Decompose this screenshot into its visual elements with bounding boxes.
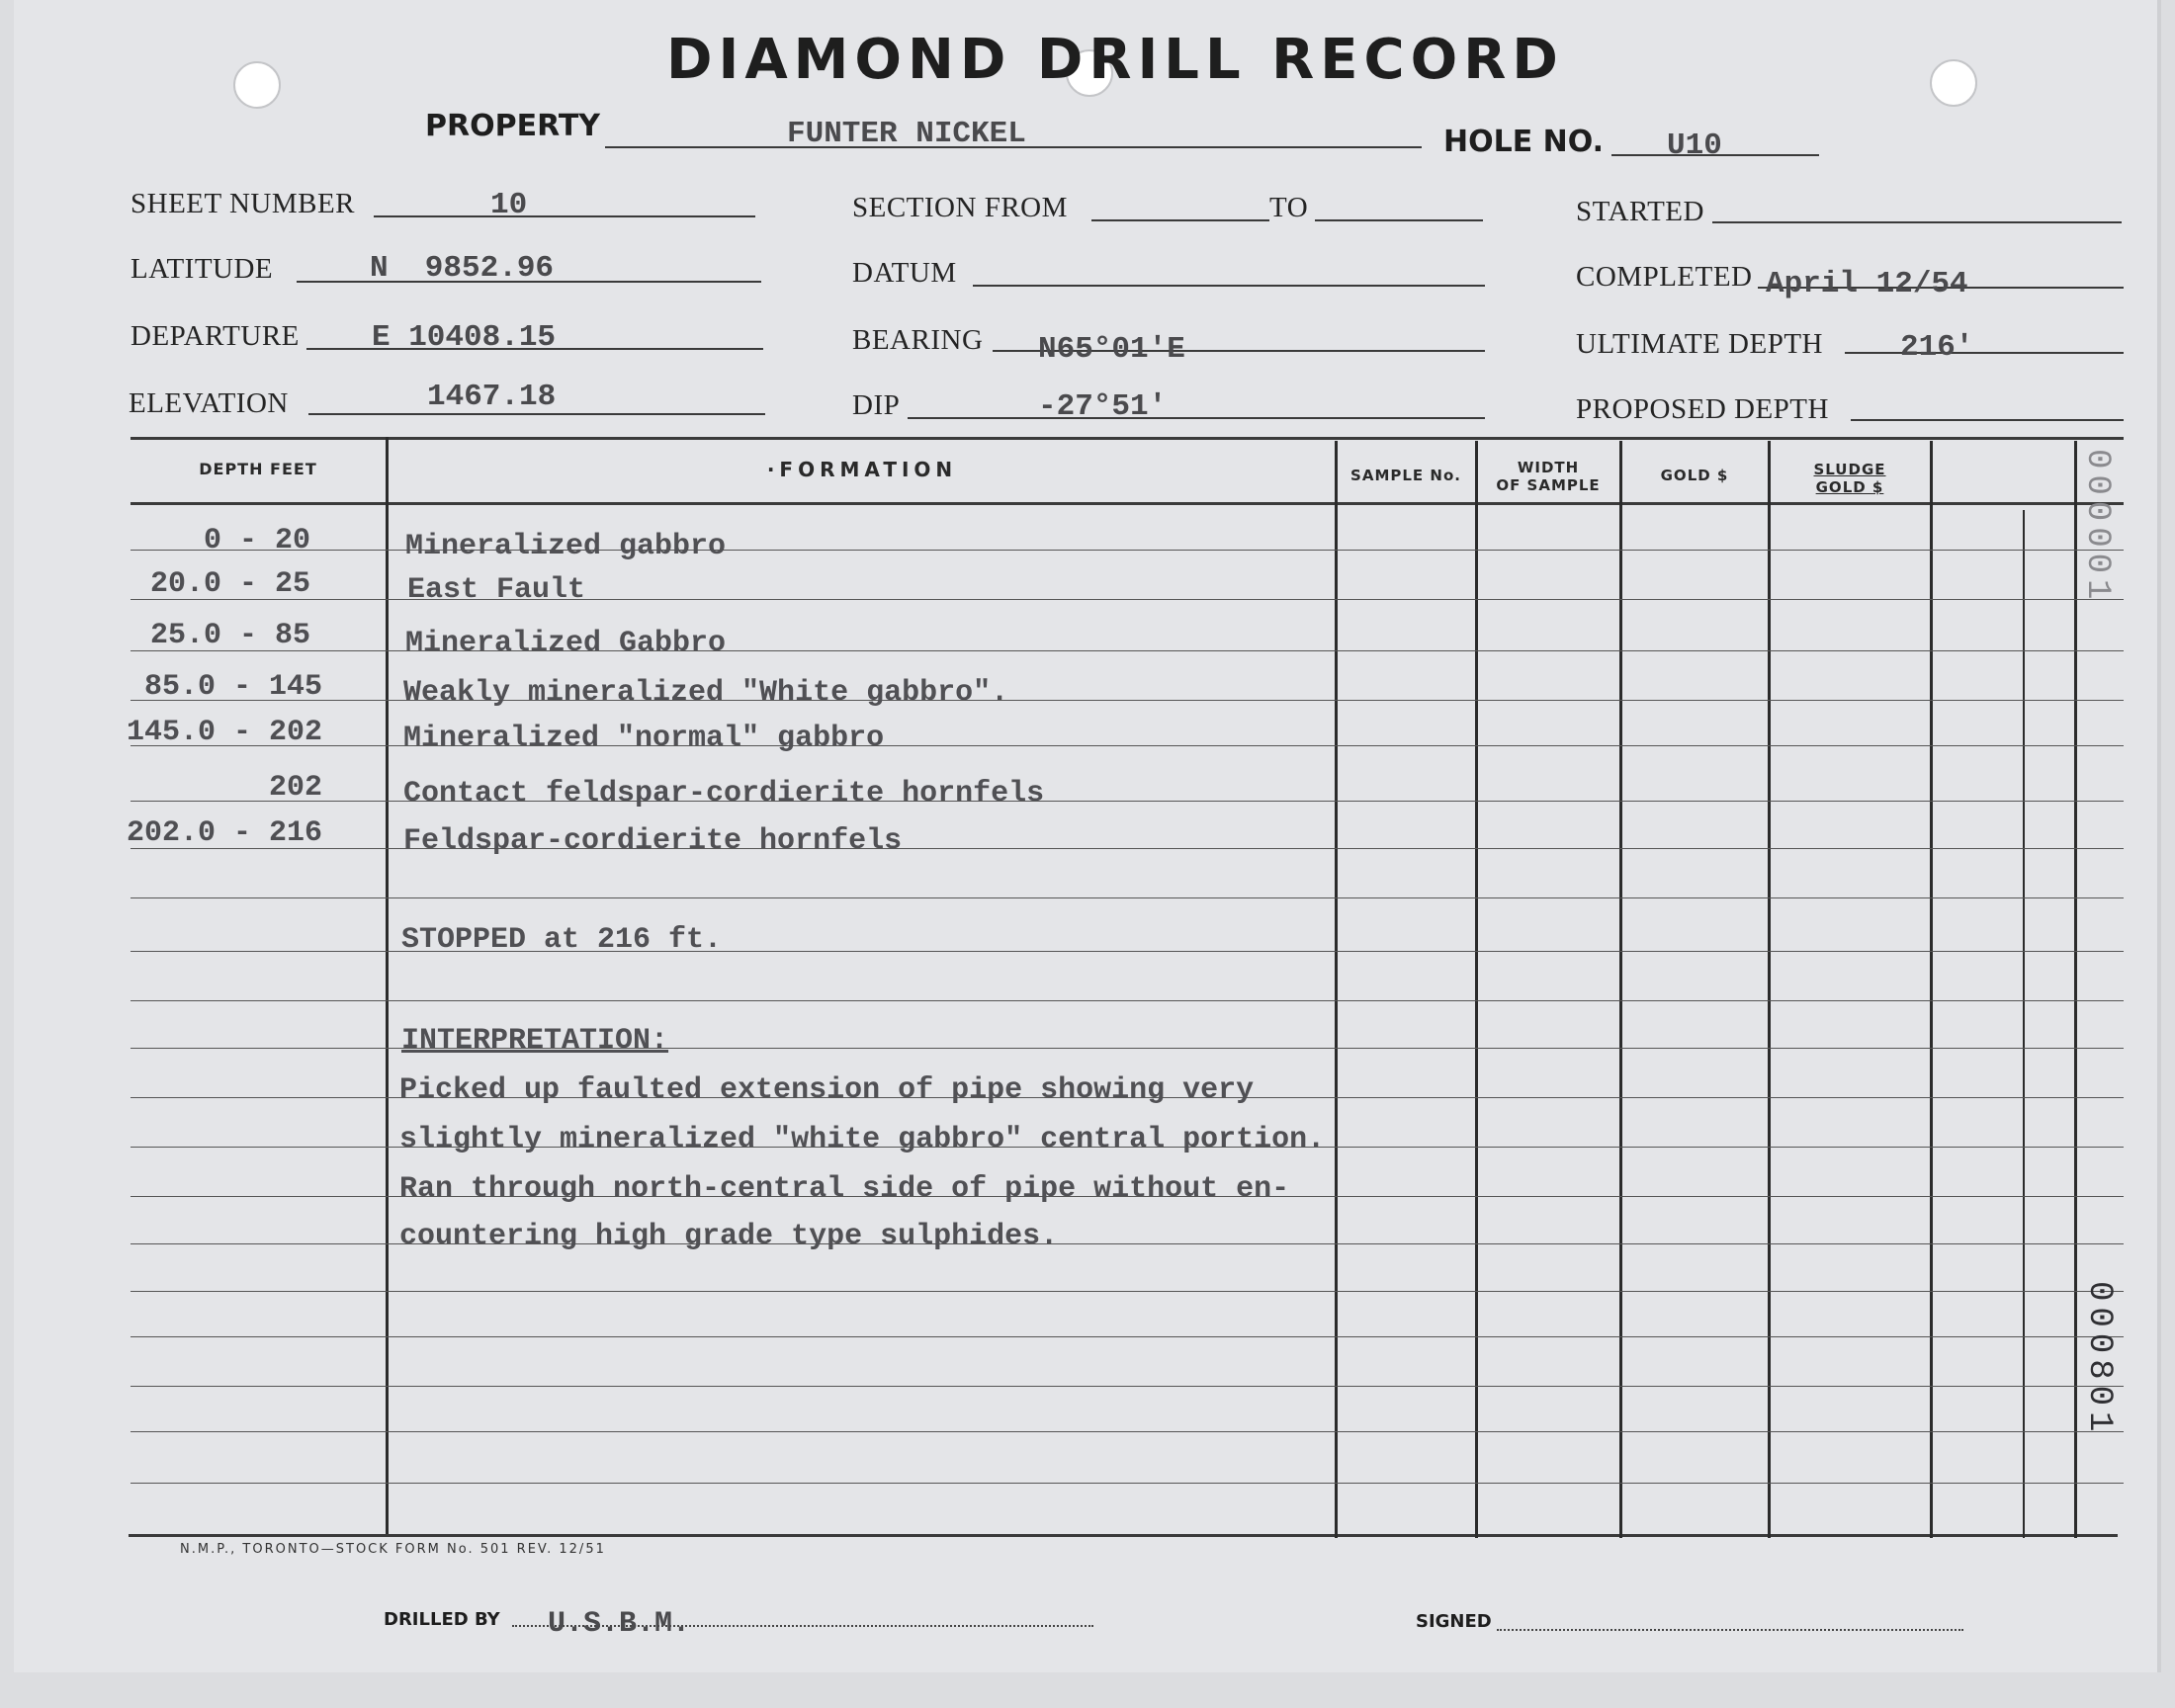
ultimate-depth-value: 216' xyxy=(1900,330,1974,365)
hole-no-value: U10 xyxy=(1667,128,1722,163)
latitude-value: N 9852.96 xyxy=(370,251,555,286)
interpretation-heading: INTERPRETATION: xyxy=(401,1024,669,1058)
to-label: TO xyxy=(1269,192,1309,223)
col-divider-depth xyxy=(386,437,389,1534)
col-divider-formation xyxy=(1335,441,1338,1538)
interpretation-line-3: Ran through north-central side of pipe without en- xyxy=(399,1172,1290,1206)
formation-cell: Feldspar-cordierite hornfels xyxy=(403,824,903,858)
table-header-rule xyxy=(130,502,2124,505)
table-top-rule xyxy=(130,437,2124,440)
section-from-label: SECTION FROM xyxy=(852,192,1068,223)
ruled-line xyxy=(130,1291,2124,1292)
formation-cell: Weakly mineralized "White gabbro". xyxy=(403,676,1009,710)
col-divider-gold xyxy=(1768,441,1771,1538)
drilled-by-value: U.S.B.M. xyxy=(548,1607,691,1641)
depth-cell: 145.0 - 202 xyxy=(126,716,322,749)
ruled-line xyxy=(130,1431,2124,1432)
elevation-value: 1467.18 xyxy=(427,380,557,414)
started-line xyxy=(1712,221,2122,223)
depth-cell: 20.0 - 25 xyxy=(149,567,310,601)
datum-label: DATUM xyxy=(852,257,957,289)
interpretation-line-2: slightly mineralized "white gabbro" central portion. xyxy=(399,1123,1326,1156)
col-divider-sample xyxy=(1475,441,1478,1538)
depth-cell: 202 xyxy=(268,771,322,805)
proposed-depth-label: PROPOSED DEPTH xyxy=(1576,393,1829,425)
drilled-by-label: DRILLED BY xyxy=(384,1609,500,1630)
dip-label: DIP xyxy=(852,389,901,421)
hole-no-label: HOLE NO. xyxy=(1443,125,1605,159)
bearing-value: N65°01'E xyxy=(1038,332,1185,367)
interpretation-line-1: Picked up faulted extension of pipe showing very xyxy=(399,1073,1255,1107)
ruled-line xyxy=(130,1336,2124,1337)
sheet-number-value: 10 xyxy=(490,188,528,222)
ultimate-depth-label: ULTIMATE DEPTH xyxy=(1576,328,1824,360)
depth-cell: 0 - 20 xyxy=(203,524,310,557)
ultimate-depth-line xyxy=(1845,352,2124,354)
sheet-number-label: SHEET NUMBER xyxy=(130,188,356,219)
ruled-line xyxy=(130,1483,2124,1484)
formation-cell: Contact feldspar-cordierite hornfels xyxy=(403,777,1045,811)
header-gold: GOLD $ xyxy=(1660,467,1729,484)
departure-value: E 10408.15 xyxy=(372,320,557,355)
header-width-of-sample: WIDTH OF SAMPLE xyxy=(1496,459,1601,494)
col-divider-width xyxy=(1619,441,1622,1538)
drill-record-sheet xyxy=(14,0,2161,1672)
completed-value: April 12/54 xyxy=(1766,267,1968,301)
property-label: PROPERTY xyxy=(425,109,601,143)
dip-value: -27°51' xyxy=(1038,389,1168,424)
col-divider-extra xyxy=(2023,510,2025,1538)
depth-cell: 25.0 - 85 xyxy=(149,619,310,652)
signed-label: SIGNED xyxy=(1416,1611,1492,1632)
formation-cell: Mineralized "normal" gabbro xyxy=(403,722,885,755)
property-value: FUNTER NICKEL xyxy=(787,117,1026,151)
elevation-label: ELEVATION xyxy=(129,387,289,419)
stamp-number-bottom: 000801 xyxy=(2080,1281,2118,1438)
dip-line xyxy=(908,417,1485,419)
stopped-note: STOPPED at 216 ft. xyxy=(401,923,723,957)
header-formation: ·FORMATION xyxy=(766,458,958,481)
datum-line xyxy=(973,285,1485,287)
punch-hole-right xyxy=(1930,59,1977,107)
formation-cell: Mineralized gabbro xyxy=(405,530,727,563)
to-line xyxy=(1315,219,1483,221)
ruled-line xyxy=(130,897,2124,898)
col-divider-right xyxy=(2074,441,2077,1538)
header-sample-no: SAMPLE No. xyxy=(1350,467,1461,484)
table-bottom-rule xyxy=(129,1534,2118,1537)
completed-label: COMPLETED xyxy=(1576,261,1753,293)
interpretation-line-4: countering high grade type sulphides. xyxy=(399,1220,1059,1253)
header-sludge-gold: SLUDGE GOLD $ xyxy=(1813,461,1886,496)
form-title: DIAMOND DRILL RECORD xyxy=(666,28,1564,92)
ruled-line xyxy=(130,1000,2124,1001)
col-divider-sludge xyxy=(1930,441,1933,1538)
formation-cell: East Fault xyxy=(407,573,586,607)
latitude-label: LATITUDE xyxy=(130,253,274,285)
started-label: STARTED xyxy=(1576,196,1704,227)
depth-cell: 85.0 - 145 xyxy=(143,670,322,704)
form-number: N.M.P., TORONTO—STOCK FORM No. 501 REV. 12/51 xyxy=(180,1542,606,1557)
bearing-label: BEARING xyxy=(852,324,984,356)
header-depth-feet: DEPTH FEET xyxy=(199,460,317,478)
proposed-depth-line xyxy=(1851,419,2124,421)
sheet-number-line xyxy=(374,215,755,217)
ruled-line xyxy=(130,1386,2124,1387)
punch-hole-left xyxy=(233,61,281,109)
formation-cell: Mineralized Gabbro xyxy=(405,627,727,660)
depth-cell: 202.0 - 216 xyxy=(126,816,322,850)
section-from-line xyxy=(1091,219,1269,221)
signed-line xyxy=(1497,1629,1963,1631)
stamp-number-top: 000001 xyxy=(2078,449,2116,606)
departure-label: DEPARTURE xyxy=(130,320,300,352)
